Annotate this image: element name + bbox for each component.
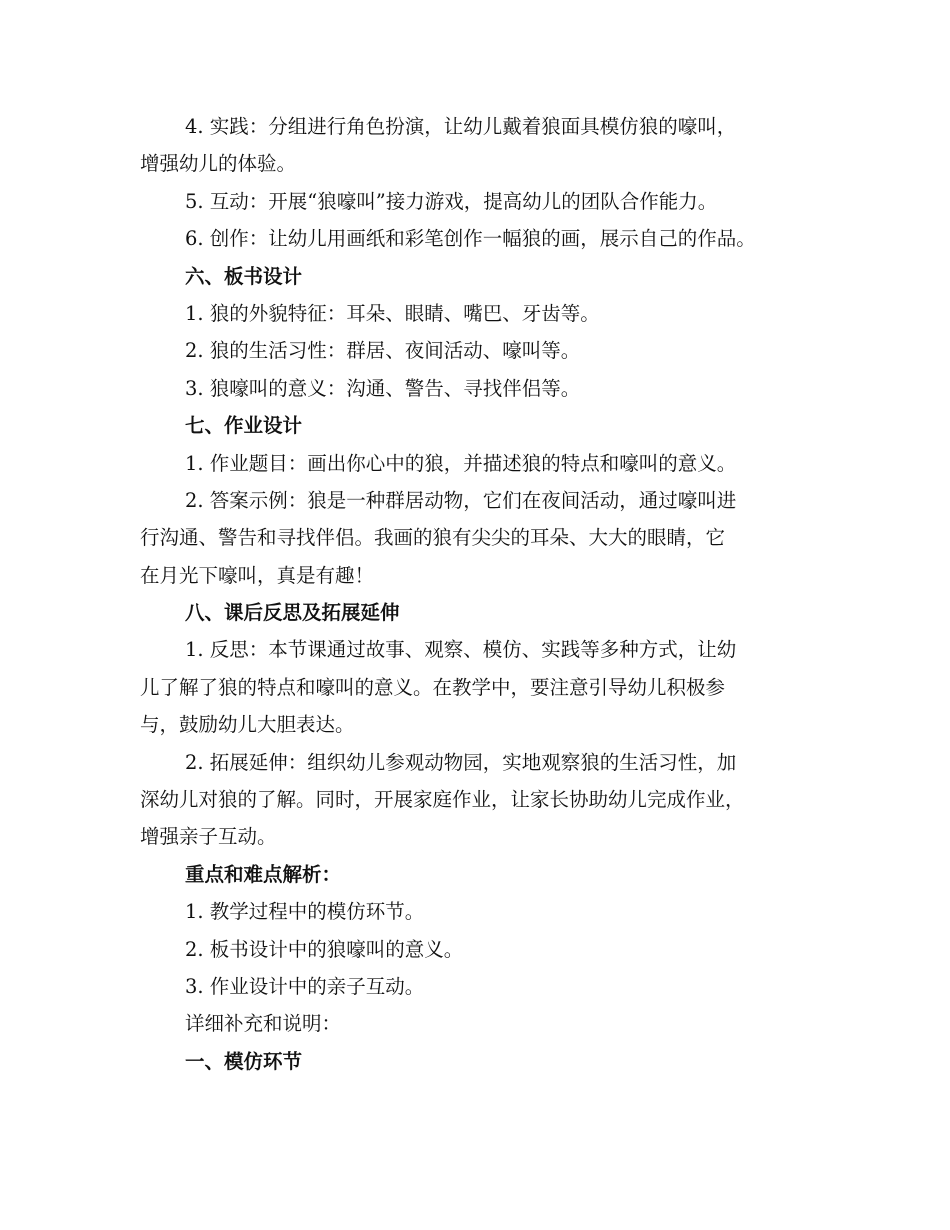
text-line: 增强幼儿的体验。 — [140, 152, 297, 176]
text-line: 4. 实践：分组进行角色扮演，让幼儿戴着狼面具模仿狼的嚎叫， — [185, 115, 737, 138]
text-line: 与，鼓励幼儿大胆表达。 — [140, 713, 355, 737]
text-line: 2. 狼的生活习性：群居、夜间活动、嚎叫等。 — [185, 339, 581, 363]
section-heading: 重点和难点解析： — [185, 862, 342, 886]
section-heading: 一、模仿环节 — [185, 1049, 303, 1073]
text-line: 5. 互动：开展“狼嚎叫”接力游戏，提高幼儿的团队合作能力。 — [185, 189, 718, 213]
text-line: 1. 反思：本节课通过故事、观察、模仿、实践等多种方式，让幼 — [185, 638, 737, 662]
text-line: 详细补充和说明： — [185, 1012, 342, 1036]
text-line: 2. 板书设计中的狼嚎叫的意义。 — [185, 937, 464, 961]
text-line: 1. 教学过程中的模仿环节。 — [185, 900, 425, 924]
text-line: 行沟通、警告和寻找伴侣。我画的狼有尖尖的耳朵、大大的眼睛，它 — [140, 526, 726, 550]
section-heading: 八、课后反思及拓展延伸 — [185, 601, 400, 625]
text-line: 3. 作业设计中的亲子互动。 — [185, 974, 425, 998]
text-line: 1. 作业题目：画出你心中的狼，并描述狼的特点和嚎叫的意义。 — [185, 451, 737, 475]
text-line: 深幼儿对狼的了解。同时，开展家庭作业，让家长协助幼儿完成作业， — [140, 788, 745, 812]
section-heading: 六、板书设计 — [185, 264, 303, 288]
text-line: 儿了解了狼的特点和嚎叫的意义。在教学中，要注意引导幼儿积极参 — [140, 675, 726, 699]
text-line: 6. 创作：让幼儿用画纸和彩笔创作一幅狼的画，展示自己的作品。 — [185, 227, 756, 251]
text-line: 1. 狼的外貌特征：耳朵、眼睛、嘴巴、牙齿等。 — [185, 301, 600, 325]
section-heading: 七、作业设计 — [185, 414, 303, 438]
text-line: 2. 拓展延伸：组织幼儿参观动物园，实地观察狼的生活习性，加 — [185, 750, 737, 774]
text-line: 在月光下嚎叫，真是有趣！ — [140, 563, 375, 587]
document-body — [140, 108, 820, 1080]
text-line: 增强亲子互动。 — [140, 825, 277, 849]
text-line: 3. 狼嚎叫的意义：沟通、警告、寻找伴侣等。 — [185, 376, 581, 400]
text-line: 2. 答案示例：狼是一种群居动物，它们在夜间活动，通过嚎叫进 — [185, 488, 737, 512]
